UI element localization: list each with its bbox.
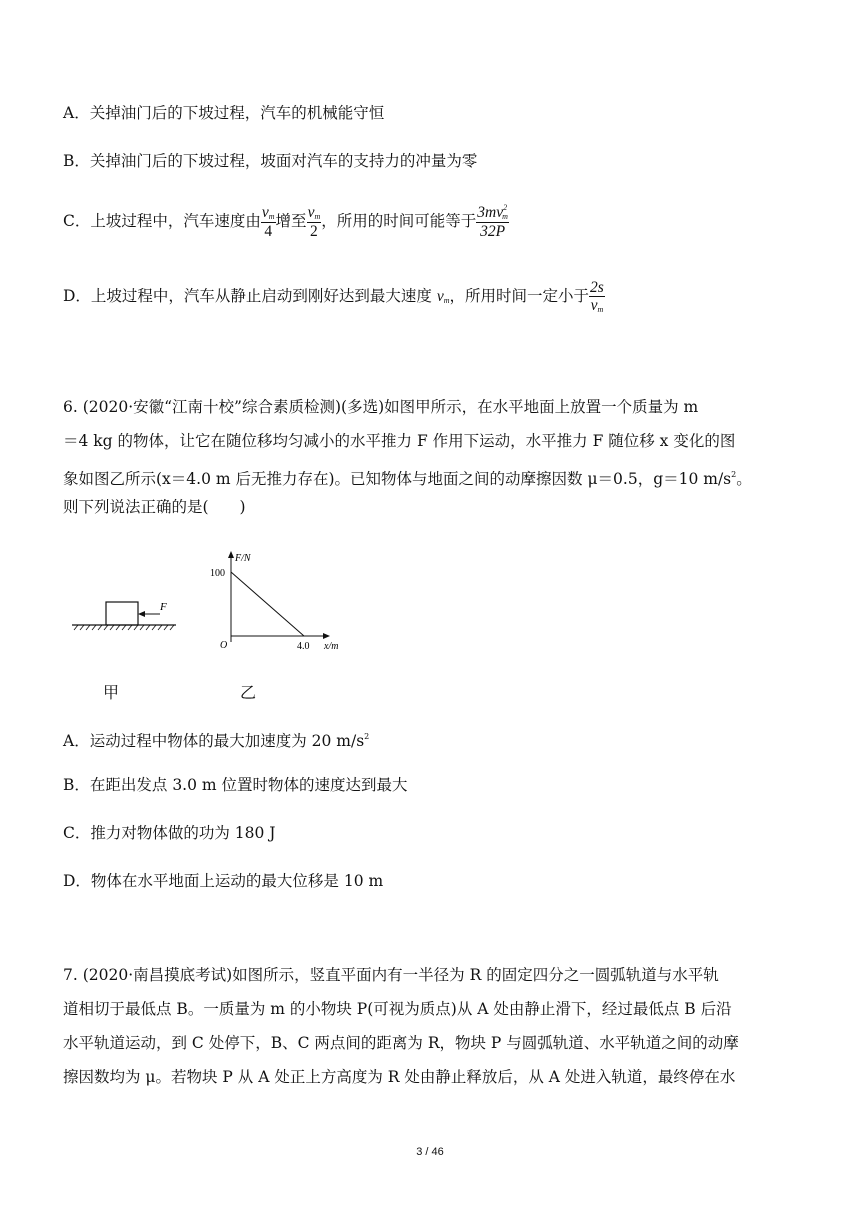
graph-x-label: x/m xyxy=(324,641,339,652)
q5-option-d-text-post: ，所用时间一定小于 xyxy=(449,287,590,305)
q6-option-c: C．推力对物体做的功为 180 J xyxy=(63,824,276,842)
graph-y-label: F/N xyxy=(235,553,251,564)
q5-option-d xyxy=(63,276,605,321)
fraction-3mvm2-over-32p: $\frac{3mv^2_m}{32P}$ xyxy=(477,203,508,241)
q6-stem-line-2: ＝4 kg 的物体，让它在随位移均匀减小的水平推力 F 作用下运动，水平推力 F 随位移 x 变化的图 xyxy=(63,432,736,450)
q5-option-c-text-mid: 增至 xyxy=(275,212,307,230)
force-label: F xyxy=(160,601,167,613)
graph-x-tick: 4.0 xyxy=(297,641,310,652)
graph-origin: O xyxy=(220,640,228,651)
force-arrowhead xyxy=(138,611,145,617)
q7-stem-line-1: 7. (2020·南昌摸底考试)如图所示，竖直平面内有一半径为 R 的固定四分之一圆弧轨道与水平轨 xyxy=(63,966,719,984)
q5-option-b: B．关掉油门后的下坡过程，坡面对汽车的支持力的冲量为零 xyxy=(63,152,478,170)
y-axis-arrowhead xyxy=(228,551,234,558)
q5-option-d-text: D．上坡过程中，汽车从静止启动到刚好达到最大速度 xyxy=(63,287,437,305)
q5-option-c-text-post: ，所用的时间可能等于 xyxy=(321,212,477,230)
q5-option-c-text: C．上坡过程中，汽车速度由 xyxy=(63,212,261,230)
fraction-vm-over-4: $\frac{v_m}{4}$ xyxy=(261,203,275,240)
page-number: 3 / 46 xyxy=(416,1146,444,1158)
force-line xyxy=(231,572,304,636)
figure-caption-left: 甲 xyxy=(103,683,120,702)
q5-option-a: A．关掉油门后的下坡过程，汽车的机械能守恒 xyxy=(63,104,385,122)
q6-option-a: A．运动过程中物体的最大加速度为 20 $m/s^2$ xyxy=(63,732,370,750)
graph-y-tick: 100 xyxy=(210,568,225,579)
vm-symbol: v xyxy=(436,288,444,305)
figure-block-on-ground xyxy=(70,590,182,634)
ground-hatch xyxy=(74,625,174,630)
vm-subscript: m xyxy=(443,296,450,305)
block xyxy=(106,602,138,625)
q6-stem-line-4: 则下列说法正确的是( ) xyxy=(63,498,246,516)
q7-stem-line-3: 水平轨道运动，到 C 处停下，B、C 两点间的距离为 R，物块 P 与圆弧轨道、水平轨道之间的动摩 xyxy=(63,1034,739,1052)
q7-stem-line-4: 擦因数均为 μ。若物块 P 从 A 处正上方高度为 R 处由静止释放后，从 A 处进入轨道，最终停在水 xyxy=(63,1068,736,1086)
q6-stem-line-1: 6. (2020·安徽“江南十校”综合素质检测)(多选)如图甲所示，在水平地面上放置一个质量为 m xyxy=(63,398,699,416)
fraction-vm-over-2: $\frac{v_m}{2}$ xyxy=(307,203,321,240)
q6-option-b: B．在距出发点 3.0 m 位置时物体的速度达到最大 xyxy=(63,776,408,794)
figure-caption-right: 乙 xyxy=(240,683,257,702)
q5-option-c xyxy=(63,201,509,241)
q6-stem-line-3: 象如图乙所示(x＝4.0 m 后无推力存在)。已知物体与地面之间的动摩擦因数 μ＝0.5，g＝10 $m/s^2$。 xyxy=(63,470,752,488)
figure-force-displacement-graph xyxy=(208,548,350,654)
q6-option-d: D．物体在水平地面上运动的最大位移是 10 m xyxy=(63,872,384,890)
fraction-2s-over-vm: $\frac{2s}{v_m}$ xyxy=(590,278,604,315)
q7-stem-line-2: 道相切于最低点 B。一质量为 m 的小物块 P(可视为质点)从 A 处由静止滑下，经过最低点 B 后沿 xyxy=(63,1000,732,1018)
x-axis-arrowhead xyxy=(323,633,330,639)
